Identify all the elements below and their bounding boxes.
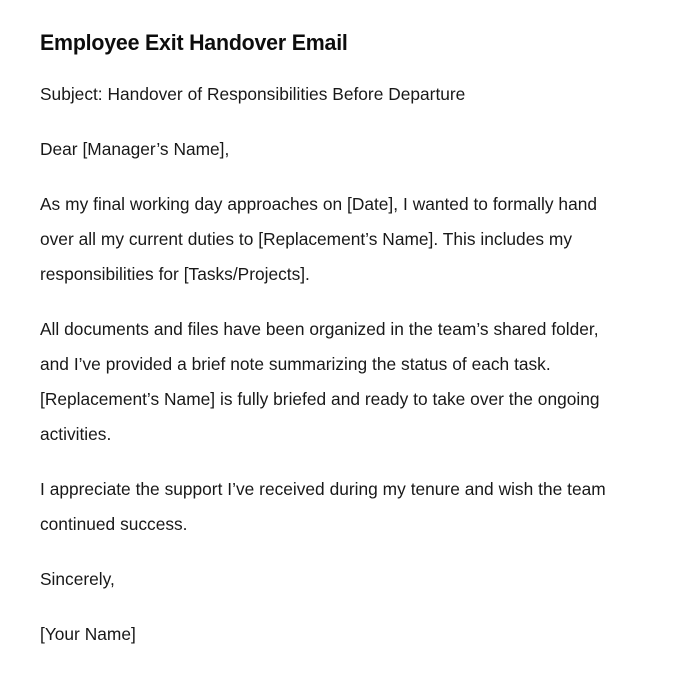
page-title: Employee Exit Handover Email <box>40 30 348 55</box>
email-paragraph-1: As my final working day approaches on [Date], I wanted to formally hand over all my current duties to [Replacement’s Name]. This includes my responsibilities for [Tasks/Projects]. <box>40 194 598 284</box>
email-closing: Sincerely, <box>40 569 115 589</box>
email-paragraph-2: All documents and files have been organized in the team’s shared folder, and I’ve provided a brief note summarizing the status of each task. [Replacement’s Name] is fully briefed and ready to take over the ongoing activities. <box>40 319 600 444</box>
email-subject-line: Subject: Handover of Responsibilities Before Departure <box>40 84 466 104</box>
email-salutation: Dear [Manager’s Name], <box>40 139 230 159</box>
email-signature: [Your Name] <box>40 624 136 644</box>
email-paragraph-3: I appreciate the support I’ve received during my tenure and wish the team continued success. <box>40 479 606 534</box>
email-body <box>40 77 638 652</box>
